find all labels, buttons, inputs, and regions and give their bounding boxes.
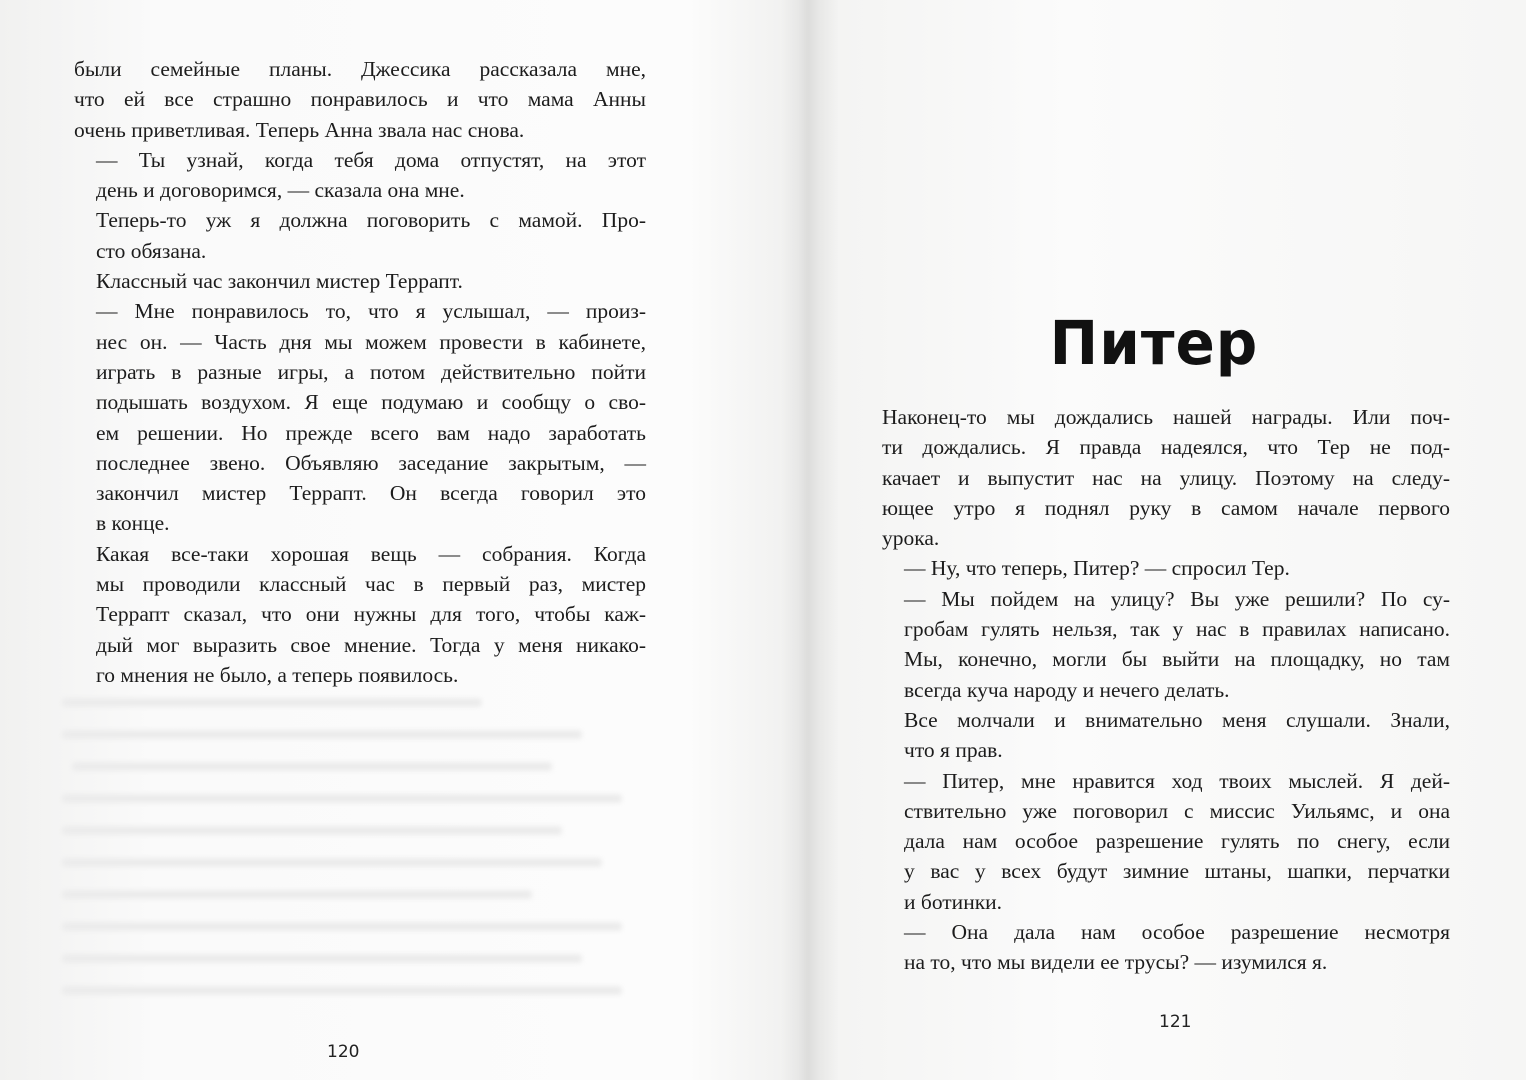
text-line: ти дождались. Я правда надеялся, что Тер не под- — [882, 435, 1450, 460]
paragraph — [882, 553, 1450, 583]
paragraph — [882, 705, 1450, 766]
text-line: го мнения не было, а теперь появилось. — [96, 662, 459, 687]
text-line: подышать воздухом. Я еще подумаю и сообщу о сво- — [96, 390, 646, 415]
text-line: ем решении. Но прежде всего вам надо заработать — [96, 420, 646, 445]
text-line: нес он. — Часть дня мы можем провести в кабинете, — [96, 329, 646, 354]
text-line: что ей все страшно понравилось и что мама Анны — [74, 87, 646, 112]
text-line: сто обязана. — [96, 238, 207, 263]
text-line: ющее утро я поднял руку в самом начале первого — [882, 495, 1450, 520]
show-through-line — [62, 922, 622, 931]
page-number-left: 120 — [327, 1042, 360, 1062]
show-through-line — [62, 794, 622, 803]
text-line: Наконец-то мы дождались нашей награды. Или поч- — [882, 405, 1450, 429]
show-through-line — [62, 986, 622, 995]
text-line: закончил мистер Террапт. Он всегда говорил это — [96, 481, 646, 506]
show-through-line — [62, 890, 532, 899]
text-line: дала нам особое разрешение гулять по снегу, если — [904, 829, 1450, 854]
show-through-line — [62, 698, 482, 707]
paragraph — [74, 54, 646, 145]
text-line: Мы, конечно, могли бы выйти на площадку, но там — [904, 647, 1450, 672]
text-line: у вас у всех будут зимние штаны, шапки, перчатки — [904, 859, 1450, 884]
paragraph — [74, 296, 646, 538]
paragraph — [882, 766, 1450, 917]
left-page-body-text — [74, 54, 646, 690]
show-through-line — [62, 858, 602, 867]
paragraph — [882, 917, 1450, 978]
text-line: и ботинки. — [904, 889, 1003, 914]
right-page — [800, 0, 1526, 1080]
paragraph — [74, 539, 646, 690]
text-line: — Ну, что теперь, Питер? — спросил Тер. — [904, 556, 1290, 581]
text-line: — Питер, мне нравится ход твоих мыслей. Я дей- — [904, 768, 1450, 793]
show-through-line — [72, 762, 552, 771]
show-through-line — [62, 954, 582, 963]
text-line: — Она дала нам особое разрешение несмотря — [904, 920, 1450, 945]
show-through-text — [62, 690, 642, 1010]
text-line: Все молчали и внимательно меня слушали. Знали, — [904, 707, 1450, 732]
show-through-line — [62, 826, 562, 835]
text-line: Какая все-таки хорошая вещь — собрания. Когда — [96, 541, 646, 566]
page-number-right: 121 — [1159, 1012, 1192, 1032]
text-line: — Мы пойдем на улицу? Вы уже решили? По су- — [904, 586, 1450, 611]
chapter-title — [800, 306, 1526, 380]
text-line: — Ты узнай, когда тебя дома отпустят, на этот — [96, 147, 646, 172]
text-line: Классный час закончил мистер Террапт. — [96, 269, 463, 294]
paragraph — [882, 402, 1450, 553]
text-line: последнее звено. Объявляю заседание закрытым, — — [96, 450, 646, 475]
text-line: — Мне понравилось то, что я услышал, — произ- — [96, 299, 646, 324]
text-line: Террапт сказал, что они нужны для того, чтобы каж- — [96, 602, 646, 627]
paragraph — [74, 266, 646, 296]
text-line: качает и выпустит нас на улицу. Поэтому на следу- — [882, 465, 1450, 490]
text-line: на то, что мы видели ее трусы? — изумился я. — [904, 950, 1328, 975]
text-line: играть в разные игры, а потом действительно пойти — [96, 359, 646, 384]
text-line: дый мог выразить свое мнение. Тогда у меня никако- — [96, 632, 646, 657]
text-line: что я прав. — [904, 738, 1003, 763]
text-line: всегда куча народу и нечего делать. — [904, 677, 1230, 702]
paragraph — [74, 145, 646, 206]
text-line: Теперь-то уж я должна поговорить с мамой. Про- — [96, 208, 646, 233]
show-through-line — [62, 730, 582, 739]
text-line: ствительно уже поговорил с миссис Уильямс, и она — [904, 798, 1450, 823]
right-page-body-text — [882, 402, 1450, 978]
text-line: день и договоримся, — сказала она мне. — [96, 178, 465, 203]
paragraph — [882, 584, 1450, 705]
chapter-title-text: Питер — [1049, 307, 1259, 379]
text-line: мы проводили классный час в первый раз, мистер — [96, 572, 646, 597]
text-line: гробам гулять нельзя, так у нас в правилах написано. — [904, 617, 1450, 642]
paragraph — [74, 205, 646, 266]
text-line: в конце. — [96, 511, 170, 536]
text-line: очень приветливая. Теперь Анна звала нас снова. — [74, 117, 525, 142]
text-line: урока. — [882, 526, 940, 551]
text-line: были семейные планы. Джессика рассказала мне, — [74, 57, 646, 81]
